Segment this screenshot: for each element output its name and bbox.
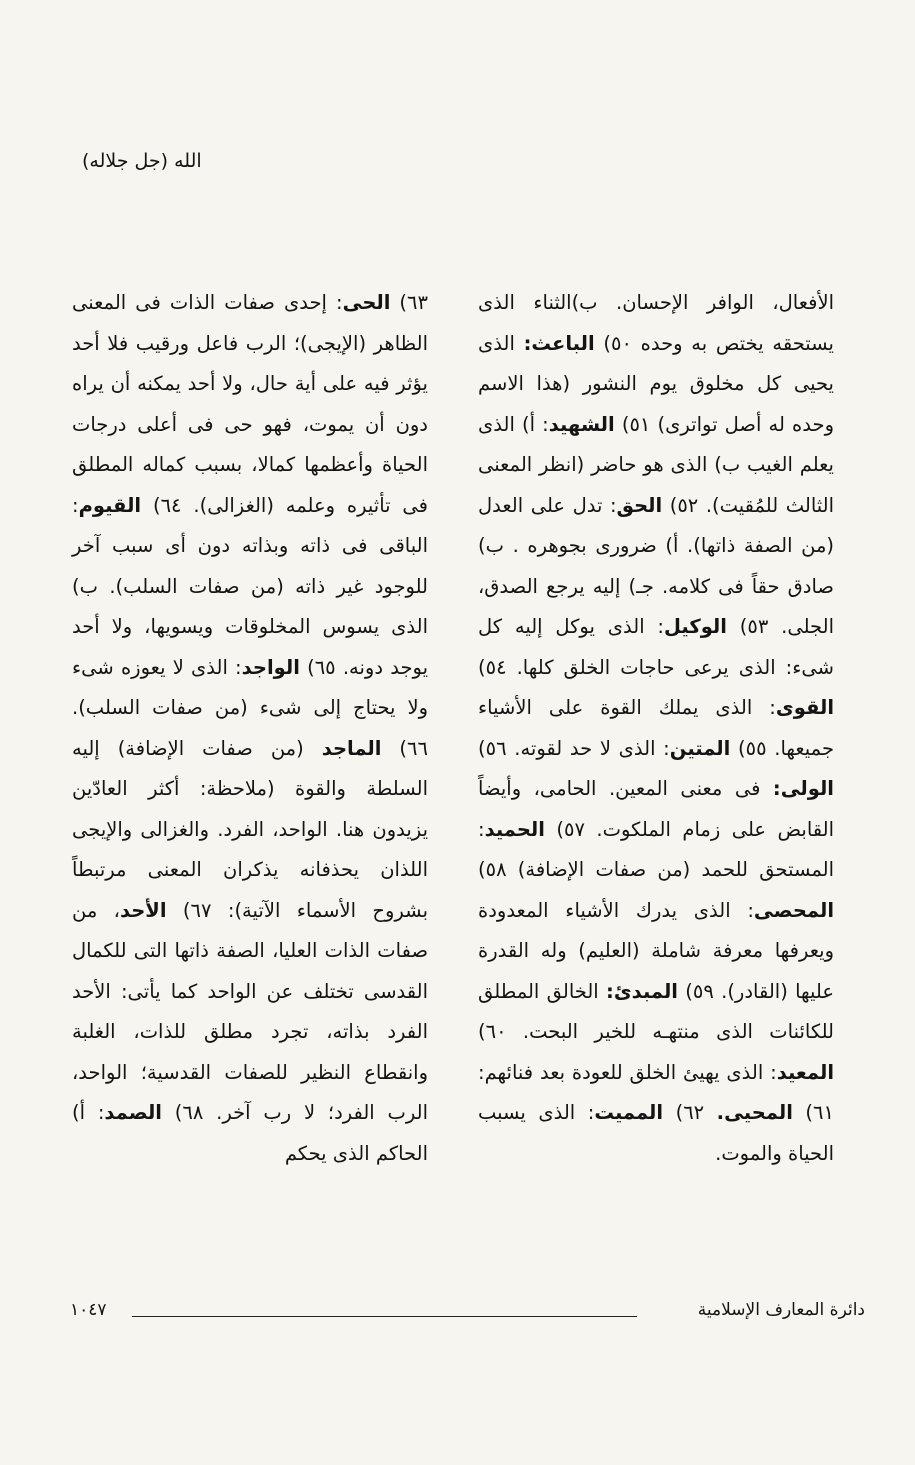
entry-term: الحق: [616, 493, 663, 517]
entry-term: الواجد: [241, 655, 300, 679]
entry-text: : المستحق للحمد (من صفات الإضافة) ٥٨): [478, 817, 834, 881]
entry-term: المحيى.: [716, 1101, 793, 1124]
right-column: [478, 283, 834, 1174]
entry-term: الأحد: [119, 898, 167, 922]
entry-text: الأفعال، الوافر الإحسان. ب)الثناء الذى يستحقه يختص به وحده ٥٠): [478, 291, 834, 355]
entry-term: الوكيل: [664, 615, 727, 638]
entry-term: القيوم: [78, 493, 142, 517]
entry-text: الذى يحيى كل مخلوق يوم النشور (هذا الاسم وحده له أصل تواترى) ٥١): [478, 331, 834, 436]
right-column-text: [478, 283, 834, 1174]
entry-text: الخالق المطلق للكائنات الذى منتهـه للخير البحت. ٦٠): [478, 979, 834, 1043]
entry-text: : الذى يوكل إليه كل شىء: الذى يرعى حاجات الخلق كلها. ٥٤): [478, 615, 834, 679]
page-number: ١٠٤٧: [70, 1300, 107, 1320]
entry-text: (من صفات الإضافة) إليه السلطة والقوة (ملاحظة: أكثر العادّين يزيدون هنا. الواحد، الفرد. والغزالى والإيجى اللذان يحذفانه يذكران المعنى مرتبطاً بشروح الأسماء الآتية): ٦٧): [72, 736, 429, 922]
footer-rule: [132, 1316, 637, 1317]
page-footer: [70, 1300, 865, 1330]
entry-text: : أ) الحاكم الذى يحكم: [72, 1101, 428, 1165]
entry-text: : الذى يهيئ الخلق للعودة بعد فنائهم: ٦١): [478, 1060, 834, 1124]
entry-text: : إحدى صفات الذات فى المعنى الظاهر (الإيجى)؛ الرب فاعل ورقيب فلا أحد يؤثر فيه على أية حال، ولا أحد يمكنه أن يراه دون أن يموت، فهو حى فى أعلى درجات الحياة وأعظمها كمالا، بسبب كماله المطلق فى تأثيره وعلمه (الغزالى). ٦٤): [72, 291, 428, 517]
entry-text: : أ) الذى يعلم الغيب ب) الذى هو حاضر (انظر المعنى الثالث للمُقيت). ٥٢): [478, 412, 835, 517]
entry-term: المميت: [594, 1101, 664, 1124]
footer-title: دائرة المعارف الإسلامية: [697, 1300, 865, 1320]
entry-term: المعيد: [776, 1060, 834, 1084]
entry-text: : الذى يدرك الأشياء المعدودة ويعرفها معرفة شاملة (العليم) وله القدرة عليها (القادر). ٥٩): [478, 898, 834, 1003]
entry-term: القوى: [775, 696, 834, 719]
entry-text: : الذى يسبب الحياة والموت.: [478, 1101, 834, 1165]
entry-term: المتين: [669, 736, 731, 760]
entry-text: ٦٣): [390, 291, 428, 314]
entry-text: : تدل على العدل (من الصفة ذاتها). أ) ضرورى بجوهره . ب) صادق حقاً فى كلامه. جـ) إليه يرجع الصدق، الجلى. ٥٣): [478, 493, 834, 638]
entry-term: الحميد: [484, 817, 545, 841]
entry-text: : الذى يملك القوة على الأشياء جميعها. ٥٥): [478, 696, 835, 760]
left-column-text: [72, 283, 428, 1174]
entry-text: فى معنى المعين. الحامى، وأيضاً القابض على زمام الملكوت. ٥٧): [478, 777, 835, 841]
entry-term: المبدئ:: [606, 979, 678, 1003]
entry-term: الصمد: [104, 1101, 162, 1124]
entry-text: : الباقى فى ذاته وبذاته دون أى سبب آخر للوجود غير ذاته (من صفات السلب). ب) الذى يسوس المخلوقات ويسويها، ولا أحد يوجد دونه. ٦٥): [72, 493, 429, 679]
entry-term: المحصى: [753, 898, 834, 922]
entry-term: الشهيد: [548, 412, 615, 436]
entry-term: الماجد: [321, 736, 382, 760]
entry-text: ، من صفات الذات العليا، الصفة ذاتها التى للكمال القدسى تختلف عن الواحد كما يأتى: الأحد الفرد بذاته، تجرد مطلق للذات، الغلبة وانقطاع النظير للصفات القدسية؛ الواحد، الرب الفرد؛ لا رب آخر. ٦٨): [72, 898, 429, 1124]
entry-term: الولى:: [772, 777, 834, 800]
entry-text: : الذى لا يعوزه شىء ولا يحتاج إلى شىء (من صفات السلب). ٦٦): [72, 655, 428, 760]
entry-term: الحى: [342, 291, 391, 314]
entry-text: : الذى لا حد لقوته. ٥٦): [478, 736, 670, 760]
running-header: الله (جل جلاله): [82, 150, 202, 172]
entry-term: الباعث:: [523, 331, 595, 355]
left-column: [72, 283, 428, 1174]
entry-text: ٦٢): [663, 1101, 717, 1124]
